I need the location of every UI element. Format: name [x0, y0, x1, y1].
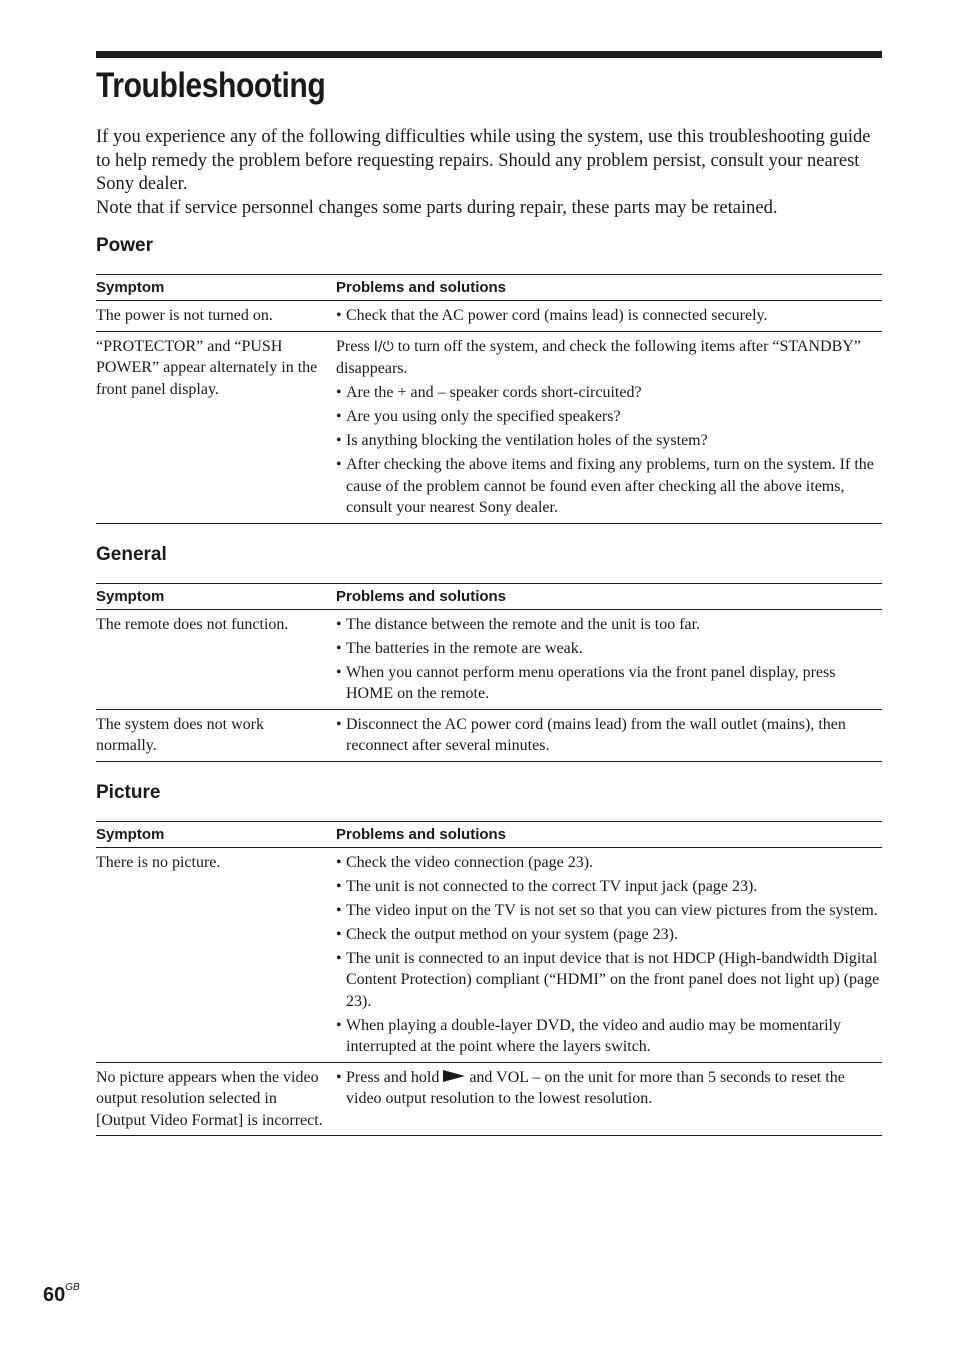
solution-item-suffix: and VOL – on the unit for more than 5 seconds to reset the video output resolution to the lowest resolution. — [346, 1068, 845, 1107]
symptom-cell: “PROTECTOR” and “PUSH POWER” appear alternately in the front panel display. — [96, 331, 336, 523]
page-content — [96, 51, 882, 1136]
solution-lead — [336, 336, 882, 380]
solution-item: • Are you using only the specified speakers? — [336, 406, 882, 428]
solutions-cell — [336, 609, 882, 709]
solution-item: • Is anything blocking the ventilation holes of the system? — [336, 430, 882, 452]
play-icon — [443, 1070, 465, 1082]
solution-list — [336, 614, 882, 705]
column-header-symptom: Symptom — [96, 821, 336, 847]
solution-item: • Check that the AC power cord (mains lead) is connected securely. — [336, 305, 882, 327]
table-header-row — [96, 275, 882, 301]
page-number-value: 60 — [43, 1284, 66, 1306]
table-row — [96, 609, 882, 709]
solution-item — [336, 1067, 882, 1110]
title-rule — [96, 51, 882, 58]
solutions-cell — [336, 847, 882, 1062]
solution-item: • The batteries in the remote are weak. — [336, 638, 882, 660]
table-row — [96, 847, 882, 1062]
solution-list — [336, 305, 882, 327]
symptom-cell: No picture appears when the video output resolution selected in [Output Video Format] is incorrect. — [96, 1062, 336, 1136]
solution-item: • The distance between the remote and the unit is too far. — [336, 614, 882, 636]
symptom-cell: The power is not turned on. — [96, 301, 336, 332]
table-row — [96, 1062, 882, 1136]
table-picture — [96, 821, 882, 1137]
solutions-cell — [336, 331, 882, 523]
column-header-solutions: Problems and solutions — [336, 275, 882, 301]
table-header-row — [96, 821, 882, 847]
solutions-cell — [336, 301, 882, 332]
solution-item: • When you cannot perform menu operations via the front panel display, press HOME on the remote. — [336, 662, 882, 705]
solution-lead-suffix: to turn off the system, and check the following items after “STANDBY” disappears. — [336, 337, 861, 377]
table-power — [96, 274, 882, 524]
solution-item: • Are the + and – speaker cords short-circuited? — [336, 382, 882, 404]
solution-list — [336, 1067, 882, 1110]
page-number-suffix: GB — [65, 1282, 80, 1293]
column-header-solutions: Problems and solutions — [336, 821, 882, 847]
column-header-solutions: Problems and solutions — [336, 583, 882, 609]
symptom-cell: There is no picture. — [96, 847, 336, 1062]
intro-paragraph-1: If you experience any of the following difficulties while using the system, use this troubleshooting guide to help remedy the problem before requesting repairs. Should any problem persist, consult your nearest Sony dealer. — [96, 127, 871, 194]
section-heading-picture: Picture — [96, 781, 161, 803]
solution-item: • Check the output method on your system (page 23). — [336, 924, 882, 946]
table-row — [96, 301, 882, 332]
intro-text — [96, 126, 882, 220]
table-row — [96, 331, 882, 523]
solution-item: • The video input on the TV is not set so that you can view pictures from the system. — [336, 900, 882, 922]
power-icon: I/⏻ — [373, 338, 394, 355]
solution-item: • Check the video connection (page 23). — [336, 852, 882, 874]
solution-list — [336, 852, 882, 1058]
solutions-cell — [336, 1062, 882, 1136]
column-header-symptom: Symptom — [96, 583, 336, 609]
column-header-symptom: Symptom — [96, 275, 336, 301]
solutions-cell — [336, 709, 882, 761]
table-header-row — [96, 583, 882, 609]
solution-item: • The unit is connected to an input device that is not HDCP (High-bandwidth Digital Content Protection) compliant (“HDMI” on the front panel does not light up) (page 23). — [336, 948, 882, 1013]
solution-lead-prefix: Press — [336, 337, 374, 355]
solution-item: • After checking the above items and fixing any problems, turn on the system. If the cause of the problem cannot be found even after checking all the above items, consult your nearest Sony dealer. — [336, 454, 882, 519]
symptom-cell: The remote does not function. — [96, 609, 336, 709]
solution-list — [336, 382, 882, 519]
solution-item: • The unit is not connected to the correct TV input jack (page 23). — [336, 876, 882, 898]
table-row — [96, 709, 882, 761]
symptom-cell: The system does not work normally. — [96, 709, 336, 761]
solution-item: • Disconnect the AC power cord (mains lead) from the wall outlet (mains), then reconnect after several minutes. — [336, 714, 882, 757]
solution-list — [336, 714, 882, 757]
section-heading-power: Power — [96, 235, 154, 256]
table-general — [96, 583, 882, 762]
page-number — [43, 1284, 80, 1307]
solution-item: • When playing a double-layer DVD, the video and audio may be momentarily interrupted at the point where the layers switch. — [336, 1015, 882, 1058]
section-heading-general: General — [96, 543, 167, 565]
intro-paragraph-2: Note that if service personnel changes some parts during repair, these parts may be retained. — [96, 197, 778, 218]
solution-item-prefix: Press and hold — [346, 1068, 444, 1086]
page-title: Troubleshooting — [96, 66, 326, 105]
